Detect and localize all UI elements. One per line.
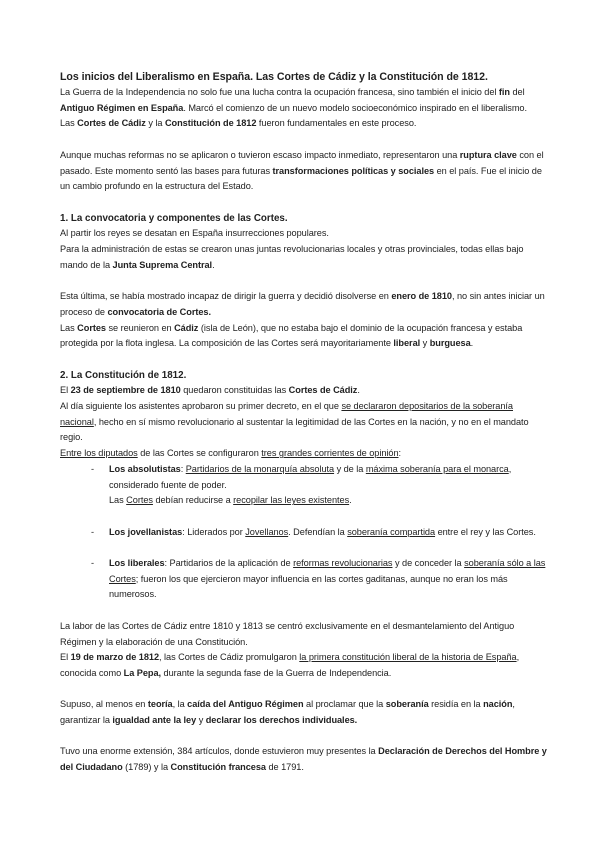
spacer bbox=[60, 132, 550, 148]
bullet-dash: - bbox=[91, 558, 95, 568]
bold-text: Los jovellanistas bbox=[109, 526, 183, 537]
text-run: quedaron constituidas las bbox=[180, 385, 289, 396]
bold-text: caída del Antiguo Régimen bbox=[187, 699, 304, 710]
bullet-item-absolutistas bbox=[60, 462, 550, 509]
bullet-dash: - bbox=[91, 463, 95, 474]
text-run: : bbox=[398, 448, 402, 459]
text-run: , la bbox=[172, 699, 188, 710]
bullet-item-jovellanistas bbox=[60, 525, 550, 541]
section-1-paragraph-3 bbox=[60, 289, 550, 320]
section-2-paragraph-2 bbox=[60, 399, 550, 446]
text-run: residía en la bbox=[428, 699, 484, 710]
underlined-text: tres grandes corrientes de opinión bbox=[261, 448, 399, 459]
spacer bbox=[60, 195, 550, 211]
bold-text: teoría bbox=[147, 699, 173, 710]
bold-text: 23 de septiembre de 1810 bbox=[70, 385, 181, 396]
text-run: , no sin antes iniciar un proceso de bbox=[60, 291, 545, 317]
text-run: Las bbox=[60, 322, 78, 333]
underlined-text: Cortes bbox=[126, 495, 153, 506]
text-run: y bbox=[196, 715, 206, 725]
section-2-paragraph-3 bbox=[60, 446, 550, 462]
section-2-heading: 2. La Constitución de 1812. bbox=[60, 369, 187, 381]
section-1-paragraph-1: Al partir los reyes se desatan en España insurrecciones populares. bbox=[60, 228, 329, 239]
spacer bbox=[60, 540, 550, 556]
text-run: del bbox=[510, 87, 525, 97]
section-2-paragraph-1 bbox=[60, 383, 550, 399]
bold-text: Cortes de Cádiz bbox=[288, 385, 358, 396]
text-run: con el pasado. Este momento sentó las bases para futuras bbox=[60, 149, 544, 176]
bold-text: convocatoria de Cortes. bbox=[107, 306, 211, 317]
text-run: y bbox=[420, 338, 430, 349]
spacer bbox=[60, 729, 550, 745]
underlined-text: soberanía compartida bbox=[347, 526, 436, 537]
section-1-paragraph-2 bbox=[60, 242, 550, 273]
underlined-text: recopilar las leyes existentes bbox=[233, 495, 350, 506]
text-run: entre el rey y las Cortes. bbox=[435, 526, 536, 537]
text-run: . bbox=[349, 495, 352, 506]
text-run: : Partidarios de la aplicación de bbox=[164, 558, 294, 568]
text-run: La Guerra de la Independencia no solo fue una lucha contra la ocupación francesa, sino también el inicio del bbox=[60, 87, 499, 97]
underlined-text: reformas revolucionarias bbox=[293, 558, 393, 568]
bold-text: nación bbox=[483, 699, 513, 710]
document-page bbox=[60, 70, 550, 776]
bold-text: Cortes bbox=[77, 322, 106, 333]
text-run: y de la bbox=[334, 463, 366, 474]
bold-text: ruptura clave bbox=[459, 149, 517, 160]
text-run: Aunque muchas reformas no se aplicaron o tuvieron escaso impacto inmediato, representaron una bbox=[60, 149, 460, 160]
text-run: Las bbox=[109, 495, 127, 506]
text-run: y la bbox=[145, 118, 165, 129]
section-2-paragraph-6 bbox=[60, 697, 550, 728]
bold-text: Antiguo Régimen en España bbox=[60, 102, 184, 113]
intro-paragraph-2 bbox=[60, 116, 550, 132]
section-2-paragraph-4: La labor de las Cortes de Cádiz entre 1810 y 1813 se centró exclusivamente en el desmantelamiento del Antiguo Régimen y la elaboración de una Constitución. bbox=[60, 620, 515, 647]
bullet-text bbox=[109, 556, 550, 603]
text-run: se reunieron en bbox=[105, 322, 175, 333]
underlined-text: Entre los diputados bbox=[60, 448, 138, 459]
text-run: en el país. Fue el inicio de un cambio profundo en la estructura del Estado. bbox=[60, 165, 542, 192]
text-run: . bbox=[212, 259, 215, 270]
bold-text: Cádiz bbox=[174, 322, 199, 333]
bold-text: enero de 1810 bbox=[391, 291, 452, 302]
underlined-text: máxima soberanía para el monarca bbox=[365, 463, 509, 474]
bullet-text bbox=[109, 525, 550, 541]
bold-text: Junta Suprema Central bbox=[112, 259, 213, 270]
text-run: de las Cortes se configuraron bbox=[137, 448, 262, 459]
bold-text: 19 de marzo de 1812 bbox=[70, 652, 160, 663]
bold-text: burguesa bbox=[429, 338, 471, 349]
text-run: Tuvo una enorme extensión, 384 artículos, donde estuvieron muy presentes la bbox=[60, 746, 379, 757]
text-run: (isla de León), que no estaba bajo el dominio de la ocupación francesa y estaba protegida por la flota inglesa. La composición de las Cortes será mayoritariamente bbox=[60, 322, 523, 349]
underlined-text: Partidarios de la monarquía absoluta bbox=[185, 463, 335, 474]
bullet-dash: - bbox=[91, 526, 95, 537]
section-2-paragraph-7 bbox=[60, 744, 550, 775]
bold-text: soberanía bbox=[385, 699, 429, 710]
bold-text: Los absolutistas bbox=[109, 463, 181, 474]
bold-text: declarar los derechos individuales. bbox=[205, 715, 358, 725]
spacer bbox=[60, 273, 550, 289]
text-run: ; fueron los que ejercieron mayor influencia en las cortes gaditanas, aunque no eran los más numerosos. bbox=[109, 573, 508, 600]
spacer bbox=[60, 682, 550, 698]
text-run: al proclamar que la bbox=[303, 699, 386, 710]
text-run: Las bbox=[60, 118, 78, 129]
text-run: El bbox=[60, 652, 71, 663]
text-run: , conocida como bbox=[60, 652, 520, 678]
text-run: , considerado fuente de poder. bbox=[109, 463, 512, 490]
bullet-text bbox=[109, 462, 550, 493]
text-run: , las Cortes de Cádiz promulgaron bbox=[159, 652, 300, 663]
underlined-text: Jovellanos bbox=[245, 526, 289, 537]
underlined-text: soberanía sólo a las Cortes bbox=[109, 558, 546, 584]
text-run: Para la administración de estas se crearon unas juntas revolucionarias locales y otras provinciales, todas ellas bajo mando de la bbox=[60, 244, 524, 270]
bold-text: Cortes de Cádiz bbox=[77, 118, 146, 129]
text-run: (1789) y la bbox=[122, 762, 171, 773]
text-run: Al día siguiente los asistentes aprobaron su primer decreto, en el que bbox=[60, 401, 342, 411]
bold-text: fin bbox=[498, 87, 510, 97]
bold-text: Los liberales bbox=[109, 558, 165, 568]
text-run: . Marcó el comienzo de un nuevo modelo socioeconómico inspirado en el liberalismo. bbox=[183, 102, 527, 113]
text-run: . Defendían la bbox=[288, 526, 348, 537]
bold-text: igualdad ante la ley bbox=[112, 715, 197, 725]
underlined-text: se declararon depositarios de la soberanía nacional bbox=[60, 401, 513, 427]
spacer bbox=[60, 509, 550, 525]
bold-text: transformaciones políticas y sociales bbox=[272, 165, 435, 176]
text-run: debían reducirse a bbox=[152, 495, 234, 506]
bold-text: Constitución francesa bbox=[170, 762, 266, 773]
bold-text: Declaración de Derechos del Hombre y del Ciudadano bbox=[60, 746, 547, 773]
text-run: Esta última, se había mostrado incapaz de dirigir la guerra y decidió disolverse en bbox=[60, 291, 392, 302]
spacer bbox=[60, 352, 550, 368]
bullet-item-liberales bbox=[60, 556, 550, 603]
underlined-text: la primera constitución liberal de la historia de España bbox=[299, 652, 517, 663]
text-run: fueron fundamentales en este proceso. bbox=[256, 118, 417, 129]
section-1-paragraph-4 bbox=[60, 321, 550, 352]
text-run: . bbox=[470, 338, 474, 349]
bold-text: La Pepa, bbox=[123, 667, 162, 678]
intro-paragraph-1 bbox=[60, 85, 550, 116]
text-run: . bbox=[357, 385, 360, 396]
bullet-text-line-2 bbox=[109, 493, 550, 509]
text-run: y de conceder la bbox=[392, 558, 465, 568]
text-run: de 1791. bbox=[265, 762, 304, 773]
text-run: Supuso, al menos en bbox=[60, 699, 148, 710]
section-2-paragraph-5 bbox=[60, 650, 550, 681]
text-run: , hecho en sí mismo revolucionario al sustentar la legitimidad de las Cortes en la nación, y no en el mandato regio. bbox=[60, 416, 529, 443]
text-run: , garantizar la bbox=[60, 699, 515, 725]
spacer bbox=[60, 603, 550, 619]
bold-text: Constitución de 1812 bbox=[164, 118, 257, 129]
text-run: : bbox=[180, 463, 186, 474]
text-run: durante la segunda fase de la Guerra de Independencia. bbox=[161, 667, 392, 678]
section-1-heading: 1. La convocatoria y componentes de las Cortes. bbox=[60, 212, 288, 224]
intro-paragraph-3 bbox=[60, 148, 550, 195]
bold-text: liberal bbox=[393, 338, 421, 349]
text-run: : Liderados por bbox=[182, 526, 246, 537]
document-title: Los inicios del Liberalismo en España. Las Cortes de Cádiz y la Constitución de 1812. bbox=[60, 71, 488, 83]
text-run: El bbox=[60, 385, 71, 396]
